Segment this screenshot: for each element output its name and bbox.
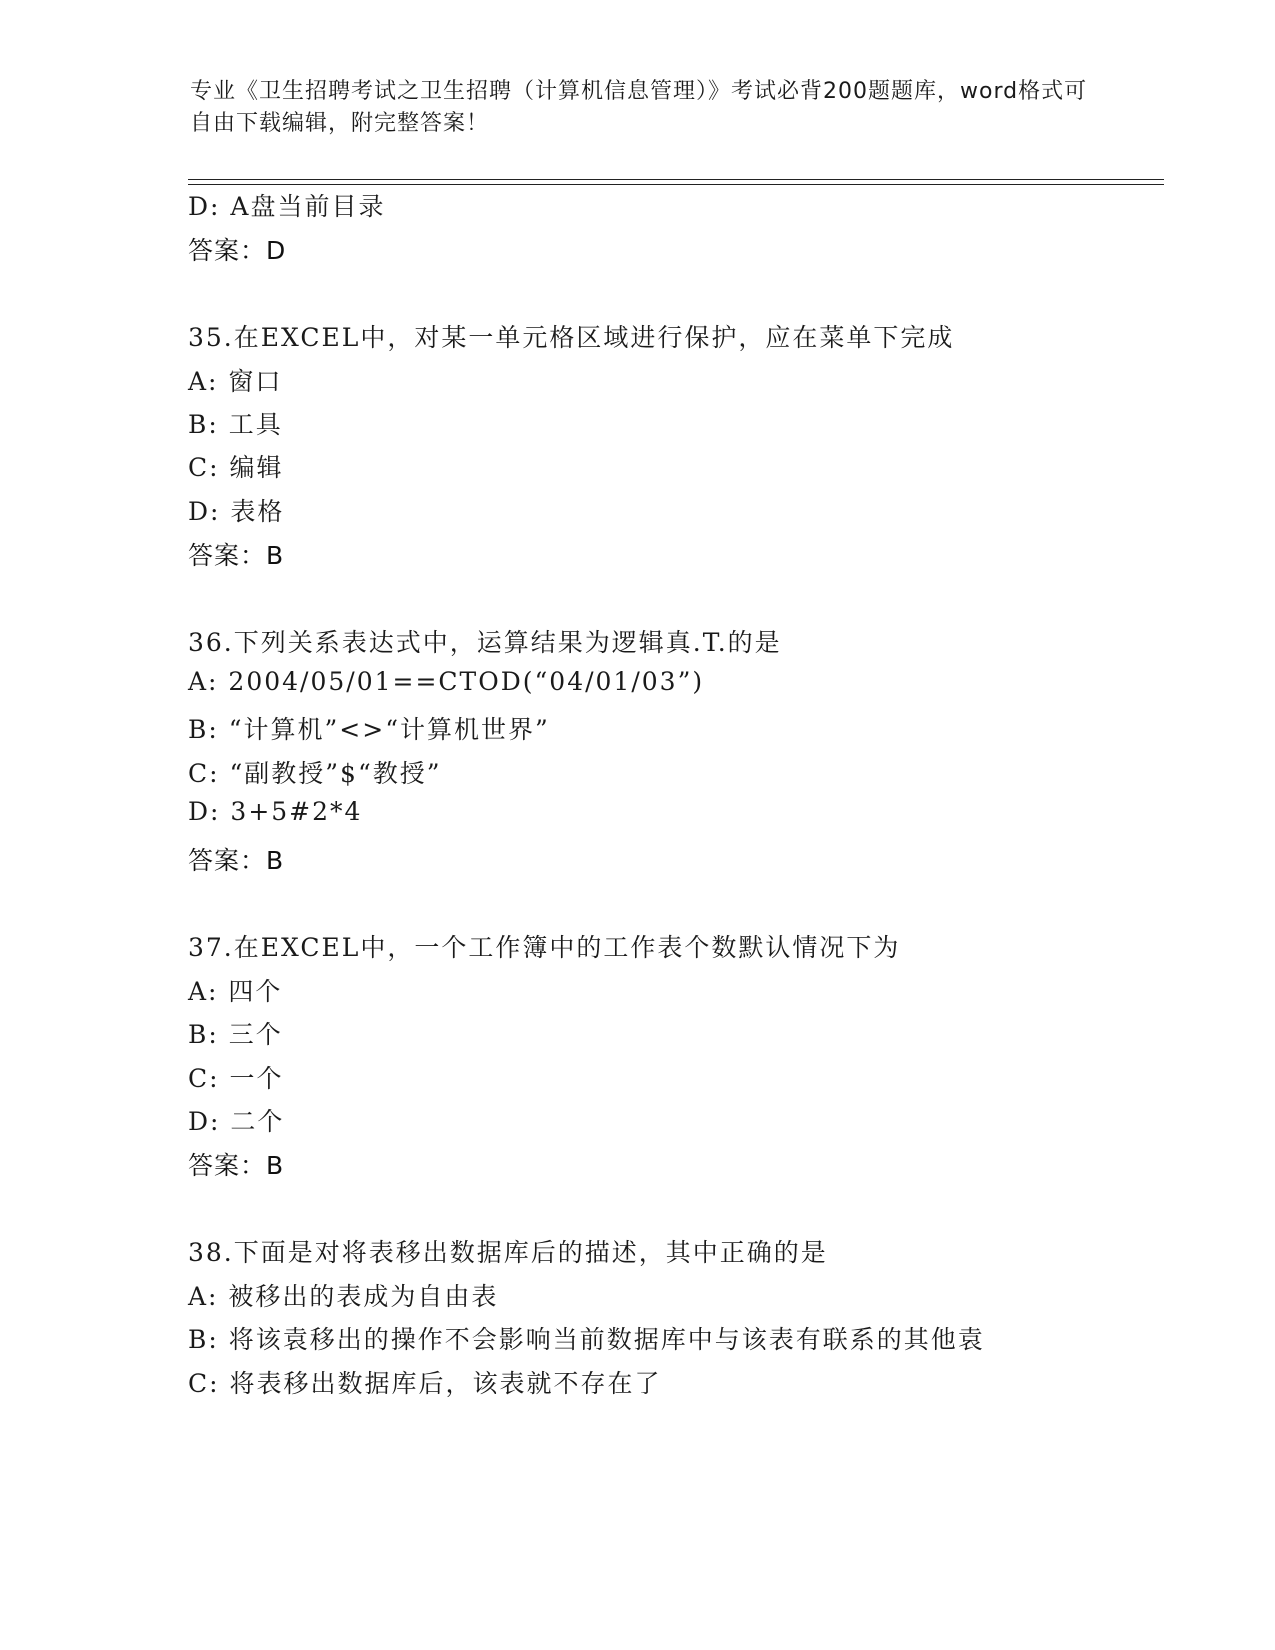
q35-option-b: B: 工具 bbox=[188, 410, 283, 439]
q37-option-c: C: 一个 bbox=[188, 1064, 284, 1093]
q36-option-a: A: 2004/05/01==CTOD(“04/01/03”) bbox=[188, 667, 705, 696]
q37-option-d: D: 二个 bbox=[188, 1107, 285, 1136]
q38-option-c: C: 将表移出数据库后，该表就不存在了 bbox=[188, 1369, 662, 1398]
q36-option-c: C: “副教授”$“教授” bbox=[188, 759, 442, 788]
prev-answer: 答案：D bbox=[188, 236, 287, 265]
q37-option-a: A: 四个 bbox=[188, 977, 283, 1006]
q35-option-d: D: 表格 bbox=[188, 497, 285, 526]
q37-answer: 答案：B bbox=[188, 1151, 285, 1180]
q38-option-b: B: 将该袁移出的操作不会影响当前数据库中与该表有联系的其他袁 bbox=[188, 1325, 985, 1354]
prev-option-d: D: A盘当前目录 bbox=[188, 192, 386, 221]
q36-answer: 答案：B bbox=[188, 846, 285, 875]
q36-option-d: D: 3+5#2*4 bbox=[188, 797, 363, 826]
q35-option-c: C: 编辑 bbox=[188, 453, 284, 482]
q35-question: 35.在EXCEL中，对某一单元格区域进行保护，应在菜单下完成 bbox=[188, 323, 955, 352]
q35-answer: 答案：B bbox=[188, 541, 285, 570]
q35-option-a: A: 窗口 bbox=[188, 367, 283, 396]
header-divider-top bbox=[188, 179, 1164, 180]
q38-option-a: A: 被移出的表成为自由表 bbox=[188, 1282, 499, 1311]
q37-option-b: B: 三个 bbox=[188, 1020, 283, 1049]
q36-question: 36.下列关系表达式中，运算结果为逻辑真.T.的是 bbox=[188, 628, 782, 657]
q38-question: 38.下面是对将表移出数据库后的描述，其中正确的是 bbox=[188, 1238, 828, 1267]
q36-option-b: B: “计算机”<>“计算机世界” bbox=[188, 715, 550, 744]
header-divider-bottom bbox=[188, 184, 1164, 185]
q37-question: 37.在EXCEL中，一个工作簿中的工作表个数默认情况下为 bbox=[188, 933, 901, 962]
document-header: 专业《卫生招聘考试之卫生招聘（计算机信息管理）》考试必背200题题库，word格式可自由下载编辑，附完整答案！ bbox=[190, 79, 1088, 136]
